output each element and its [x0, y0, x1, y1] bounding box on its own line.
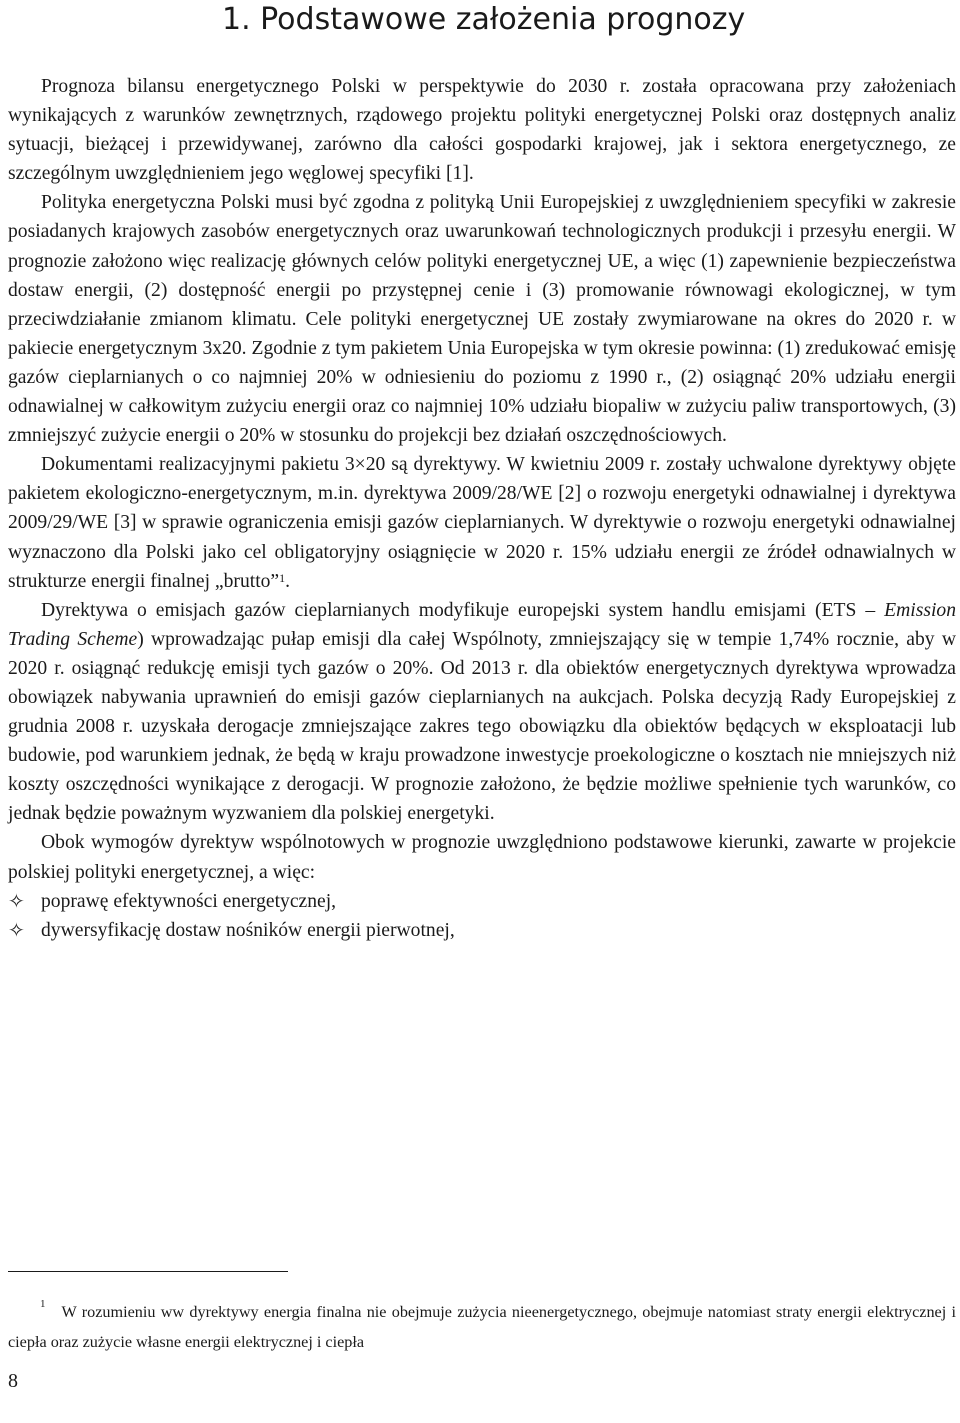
bullet-list — [8, 887, 956, 945]
star-outline-icon: ✧ — [8, 917, 25, 942]
paragraph-1: Prognoza bilansu energetycznego Polski w perspektywie do 2030 r. została opracowana przy założeniach wynikających z warunków zewnętrznych, rządowego projektu polityki energetycznej Polski oraz dostępnych analiz sytuacji, bieżącej i przewidywanej, zarówno dla całości gospodarki krajowej, jak i sektora energetycznego, ze szczególnym uwzględnieniem jego węglowej specyfiki [1]. — [8, 76, 956, 185]
paragraph-3-text: Dokumentami realizacyjnymi pakietu 3×20 są dyrektywy. W kwietniu 2009 r. zostały uchwalone dyrektywy objęte pakietem ekologiczno-energetycznym, m.in. dyrektywa 2009/28/WE [2] o rozwoju energetyki odnawialnej i dyrektywa 2009/29/WE [3] w sprawie ograniczenia emisji gazów cieplarnianych. W dyrektywie o rozwoju energetyki odnawialnej wyznaczono dla Polski jako cel obligatoryjny osiągnięcie w 2020 r. 15% udziału energii ze źródeł odnawialnych w strukturze energii finalnej „brutto” — [8, 454, 956, 592]
paragraph-4-start: Dyrektywa o emisjach gazów cieplarnianych modyfikuje europejski system handlu emisjami (ETS – — [41, 599, 885, 621]
list-item — [8, 887, 956, 916]
footnote-mark: 1 — [40, 1298, 46, 1310]
list-item-text: poprawę efektywności energetycznej, — [41, 890, 337, 912]
star-outline-icon: ✧ — [8, 888, 25, 913]
paragraph-4 — [8, 596, 956, 829]
list-item — [8, 916, 956, 945]
paragraph-4-end: ) wprowadzając pułap emisji dla całej Wspólnoty, zmniejszający się w tempie 1,74% rocznie, aby w 2020 r. osiągnąć redukcję emisji tych gazów o 20%. Od 2013 r. dla obiektów energetycznych dyrektywa wprowadza obowiązek nabywania uprawnień do emisji gazów cieplarnianych na aukcjach. Polska decyzją Rady Europejskiej z grudnia 2008 r. uzyskała derogacje zmniejszające zakres tego obowiązku dla obiektów będących w eksploatacji lub budowie, pod warunkiem jednak, że będą w kraju prowadzone inwestycje proekologiczne o kosztach nie mniejszych niż koszty oszczędności wynikające z derogacji. W prognozie założono, że będzie możliwe spełnienie tych warunków, co jednak będzie poważnym wyzwaniem dla polskiej energetyki. — [8, 628, 957, 825]
footnote-divider — [8, 1271, 288, 1272]
page-number: 8 — [8, 1370, 18, 1392]
footnote-ref[interactable]: 1 — [279, 570, 286, 585]
paragraph-3 — [8, 450, 956, 595]
paragraph-3-end: . — [285, 570, 291, 592]
paragraph-2: Polityka energetyczna Polski musi być zgodna z polityką Unii Europejskiej z uwzględnieniem specyfiki w zakresie posiadanych krajowych zasobów energetycznych oraz uwarunkowań technologicznych produkcji i przesyłu energii. W prognozie założono więc realizację głównych celów polityki energetycznej UE, a więc (1) zapewnienie bezpieczeństwa dostaw energii, (2) dostępność energii po przystępnej cenie i (3) promowanie równowagi ekologicznej, w tym przeciwdziałanie zmianom klimatu. Cele polityki energetycznej UE zostały zwymiarowane na okres do 2020 r. w pakiecie energetycznym 3x20. Zgodnie z tym pakietem Unia Europejska w tym okresie powinna: (1) zredukować emisję gazów cieplarnianych o co najmniej 20% w odniesieniu do poziomu z 1990 r., (2) osiągnąć 20% udziału energii odnawialnej w całkowitym zużyciu energii oraz co najmniej 10% udziału biopaliw w zużyciu paliw transportowych, (3) zmniejszyć zużycie energii o 20% w stosunku do projekcji bez działań oszczędnościowych. — [8, 192, 956, 447]
list-item-text: dywersyfikację dostaw nośników energii pierwotnej, — [41, 919, 455, 941]
footnote — [8, 1298, 956, 1356]
paragraph-5: Obok wymogów dyrektyw wspólnotowych w prognozie uwzględniono podstawowe kierunki, zawarte w projekcie polskiej polityki energetycznej, a więc: — [8, 832, 956, 883]
section-title: 1. Podstawowe założenia prognozy — [222, 2, 746, 37]
footnote-text: W rozumieniu ww dyrektywy energia finalna nie obejmuje zużycia nieenergetycznego, obejmuje natomiast straty energii elektrycznej i ciepła oraz zużycie własne energii elektrycznej i ciepła — [8, 1303, 956, 1351]
body-text — [8, 72, 956, 945]
paragraph-4-italic: Emission Trading Scheme — [8, 599, 956, 650]
